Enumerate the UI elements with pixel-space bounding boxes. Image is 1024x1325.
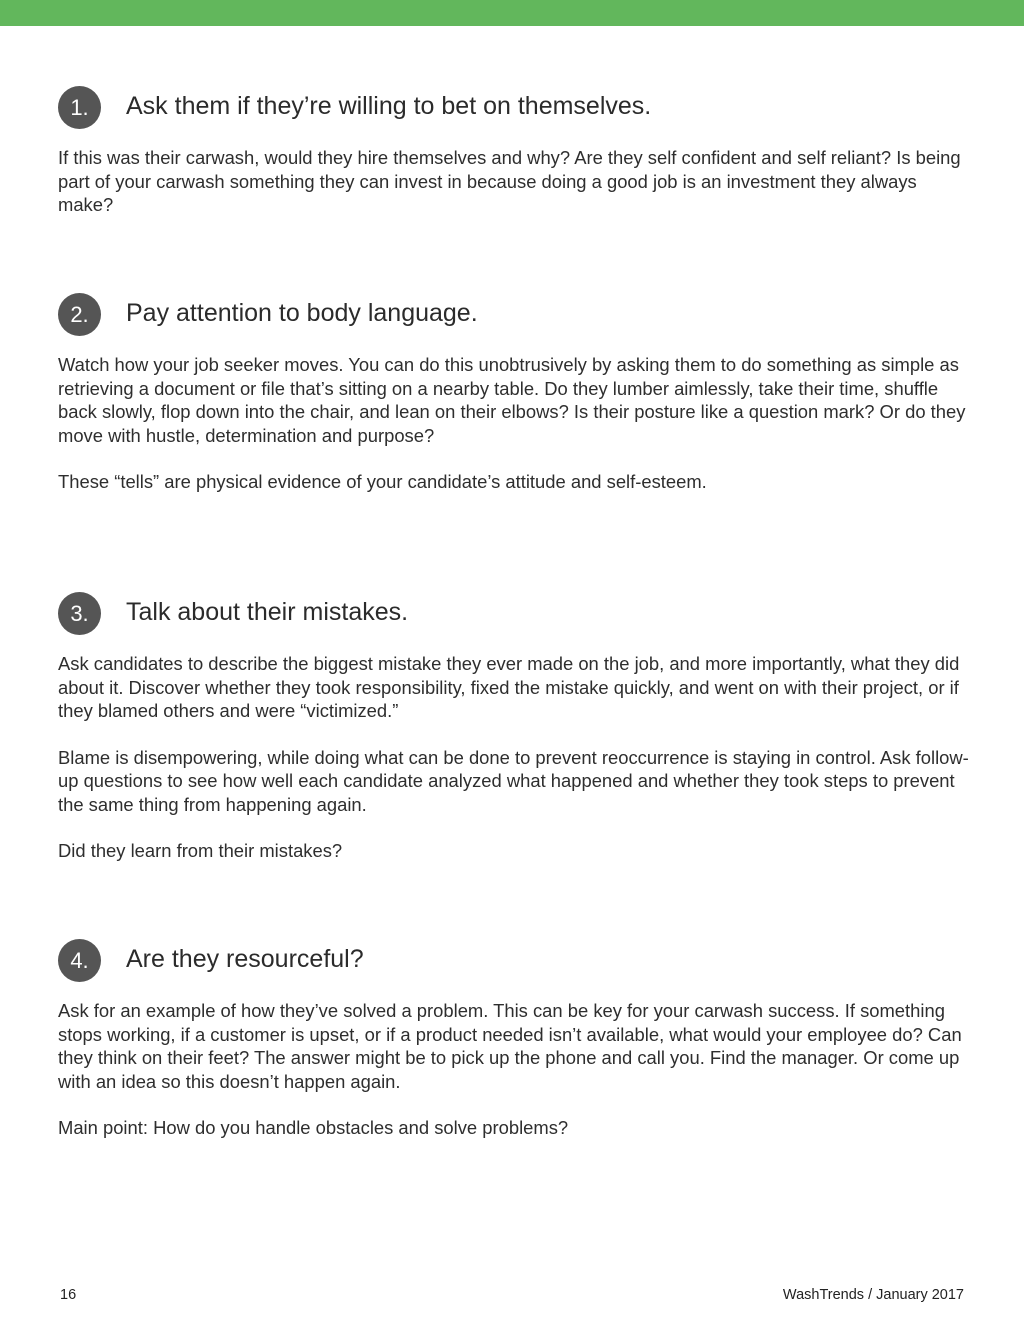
section-1: [58, 86, 970, 217]
section-header: [58, 592, 970, 636]
paragraph: Did they learn from their mistakes?: [58, 840, 343, 861]
section-4: [58, 939, 970, 1140]
paragraph: Main point: How do you handle obstacles and solve problems?: [58, 1117, 569, 1138]
section-header: [58, 939, 970, 983]
section-number-badge: 1.: [58, 86, 101, 129]
section-title: Talk about their mistakes.: [126, 598, 409, 626]
publication-credit: WashTrends / January 2017: [782, 1287, 964, 1303]
section-header: [58, 293, 970, 337]
section-number-badge: 4.: [58, 939, 101, 982]
paragraph: Watch how your job seeker moves. You can do this unobtrusively by asking them to do something as simple as retrieving a document or file that’s sitting on a nearby table. Do they lumber aimlessly, take their time, shuffle back slowly, flop down into the chair, and lean on their elbows? Is their posture like a question mark? Or do they move with hustle, determination and purpose?: [58, 354, 966, 446]
section-title: Pay attention to body language.: [126, 299, 478, 327]
section-3: [58, 592, 970, 863]
section-body: [58, 652, 970, 863]
section-body: [58, 999, 970, 1140]
paragraph: Ask candidates to describe the biggest mistake they ever made on the job, and more importantly, what they did about it. Discover whether they took responsibility, fixed the mistake quickly, and went on with their project, or if they blamed others and were “victimized.”: [58, 653, 960, 721]
section-2: [58, 293, 970, 494]
paragraph: Blame is disempowering, while doing what can be done to prevent reoccurrence is staying in control. Ask follow-up questions to see how well each candidate analyzed what happened and whether they took steps to prevent the same thing from happening again.: [58, 746, 969, 815]
section-body: [58, 353, 970, 494]
paragraph: If this was their carwash, would they hire themselves and why? Are they self confident and self reliant? Is being part of your carwash something they can invest in because doing a good job is an investment they always make?: [58, 147, 961, 215]
page-number: 16: [60, 1287, 77, 1303]
section-title: Are they resourceful?: [126, 945, 364, 973]
paragraph: These “tells” are physical evidence of your candidate’s attitude and self-esteem.: [58, 471, 707, 492]
section-header: [58, 86, 970, 130]
top-color-bar: [0, 0, 1024, 26]
section-number-badge: 3.: [58, 592, 101, 635]
paragraph: Ask for an example of how they’ve solved a problem. This can be key for your carwash success. If something stops working, if a customer is upset, or if a product needed isn’t available, what would your employee do? Can they think on their feet? The answer might be to pick up the phone and call you. Find the manager. Or come up with an idea so this doesn’t happen again.: [58, 1000, 962, 1092]
section-number-badge: 2.: [58, 293, 101, 336]
section-title: Ask them if they’re willing to bet on themselves.: [126, 92, 652, 120]
section-body: [58, 146, 970, 217]
